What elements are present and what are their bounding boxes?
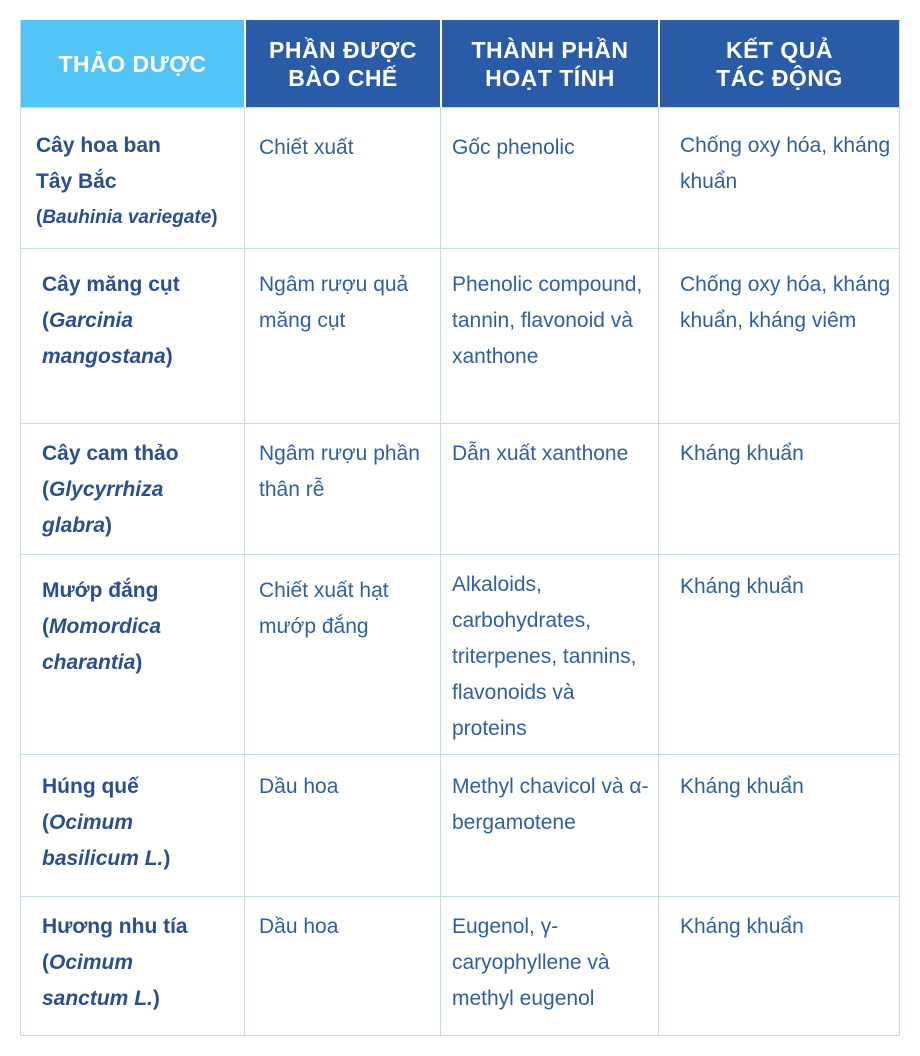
active-cell: Eugenol, γ-caryophyllene và methyl eugenol	[440, 897, 658, 1035]
paren-close: )	[152, 987, 160, 1010]
scientific-name: Glycyrrhiza glabra	[42, 478, 164, 537]
paren-close: )	[163, 847, 171, 870]
header-herb: THẢO DƯỢC	[21, 20, 244, 107]
paren-close: )	[211, 207, 218, 228]
herb-scientific	[42, 303, 214, 375]
herb-scientific	[42, 945, 214, 1017]
herbal-table	[20, 20, 900, 1036]
active-cell: Gốc phenolic	[440, 108, 658, 248]
paren-close: )	[165, 345, 173, 368]
prep-cell: Dầu hoa	[244, 897, 440, 1035]
paren-open: (	[42, 478, 49, 501]
table-row	[21, 248, 899, 423]
prep-cell: Chiết xuất	[244, 108, 440, 248]
herb-cell	[21, 555, 244, 754]
paren-close: )	[105, 514, 113, 537]
herb-name: Cây măng cụt	[42, 273, 180, 296]
paren-open: (	[42, 309, 49, 332]
paren-open: (	[42, 951, 49, 974]
herb-scientific	[42, 609, 214, 681]
herb-name: Hương nhu tía	[42, 915, 188, 938]
herb-name: Húng quế	[42, 775, 139, 798]
herb-scientific	[36, 200, 240, 236]
scientific-name: Garcinia mangostana	[42, 309, 166, 368]
prep-cell: Ngâm rượu phần thân rễ	[244, 424, 440, 554]
table-row	[21, 423, 899, 554]
active-cell: Dẫn xuất xanthone	[440, 424, 658, 554]
herb-cell	[21, 897, 244, 1035]
herb-cell	[21, 249, 244, 423]
active-cell: Phenolic compound, tannin, flavonoid và xanthone	[440, 249, 658, 423]
herb-name: Cây hoa ban	[36, 134, 161, 157]
table-row	[21, 554, 899, 754]
paren-open: (	[42, 615, 49, 638]
prep-cell: Chiết xuất hạt mướp đắng	[244, 555, 440, 754]
herb-scientific	[42, 805, 214, 877]
paren-close: )	[135, 651, 143, 674]
effect-cell: Kháng khuẩn	[658, 555, 899, 754]
paren-open: (	[36, 207, 43, 228]
herb-cell	[21, 755, 244, 896]
table-row	[21, 896, 899, 1035]
herb-cell	[21, 424, 244, 554]
scientific-name: Ocimum basilicum L.	[42, 811, 164, 870]
header-active: THÀNH PHẦN HOẠT TÍNH	[440, 20, 658, 107]
scientific-name: Momordica charantia	[42, 615, 162, 674]
herb-cell	[21, 108, 244, 248]
herb-name: Cây cam thảo	[42, 442, 179, 465]
table-row	[21, 107, 899, 248]
effect-cell: Kháng khuẩn	[658, 424, 899, 554]
header-prep: PHẦN ĐƯỢC BÀO CHẾ	[244, 20, 440, 107]
effect-cell: Kháng khuẩn	[658, 897, 899, 1035]
herb-name-cont: Tây Bắc	[36, 170, 117, 193]
effect-cell: Kháng khuẩn	[658, 755, 899, 896]
table-header	[21, 20, 899, 107]
header-effect: KẾT QUẢ TÁC ĐỘNG	[658, 20, 899, 107]
paren-open: (	[42, 811, 49, 834]
active-cell: Alkaloids, carbohydrates, triterpenes, tannins, flavonoids và proteins	[440, 555, 658, 754]
active-cell: Methyl chavicol và α-bergamotene	[440, 755, 658, 896]
effect-cell: Chống oxy hóa, kháng khuẩn, kháng viêm	[658, 249, 899, 423]
effect-cell: Chống oxy hóa, kháng khuẩn	[658, 108, 899, 248]
prep-cell: Ngâm rượu quả măng cụt	[244, 249, 440, 423]
herb-name: Mướp đắng	[42, 579, 159, 602]
table-row	[21, 754, 899, 896]
scientific-name: Ocimum sanctum L.	[42, 951, 153, 1010]
scientific-name: Bauhinia variegate	[42, 207, 212, 228]
prep-cell: Dầu hoa	[244, 755, 440, 896]
herb-scientific	[42, 472, 214, 544]
